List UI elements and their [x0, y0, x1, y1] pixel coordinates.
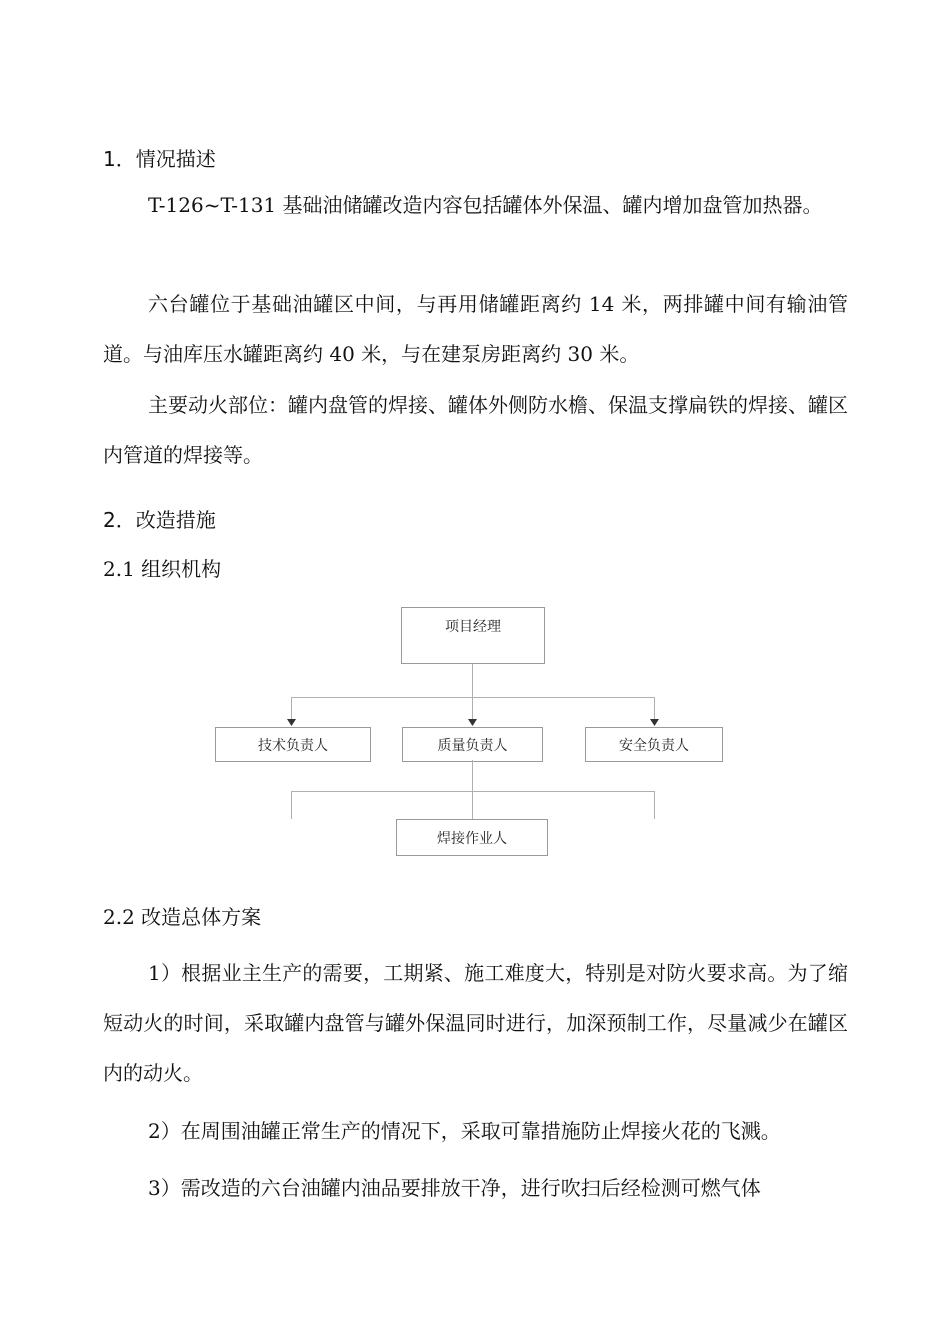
section-1-paragraph-1: T-126~T-131 基础油储罐改造内容包括罐体外保温、罐内增加盘管加热器。: [148, 193, 823, 217]
section-2-2-paragraph-3: 3）需改造的六台油罐内油品要排放干净，进行吹扫后经检测可燃气体: [148, 1176, 761, 1200]
org-box-safety-lead: [585, 727, 723, 762]
org-box-technical-lead: [215, 727, 371, 762]
connector-riser-left: [291, 791, 292, 819]
section-2-2-paragraph-1: 1）根据业主生产的需要，工期紧、施工难度大，特别是对防火要求高。为了缩短动火的时间，采取罐内盘管与罐外保温同时进行，加深预制工作，尽量减少在罐区内的动火。: [103, 961, 848, 1085]
connector-vertical-bottom: [472, 760, 473, 819]
org-label-technical-lead: 技术负责人: [258, 737, 328, 754]
org-box-project-manager: [401, 607, 545, 664]
arrow-down-icon: [650, 719, 659, 727]
section-2-2-heading: 2.2 改造总体方案: [103, 905, 262, 929]
connector-horizontal-top: [291, 697, 655, 698]
connector-horizontal-bottom: [291, 791, 655, 792]
section-2-1-heading: 2.1 组织机构: [103, 557, 222, 581]
org-label-welding-worker: 焊接作业人: [437, 831, 507, 847]
section-1-paragraph-2: 六台罐位于基础油罐区中间，与再用储罐距离约 14 米，两排罐中间有输油管道。与油库压水罐距离约 40 米，与在建泵房距离约 30 米。: [103, 292, 848, 366]
section-1-paragraph-3: 主要动火部位：罐内盘管的焊接、罐体外侧防水檐、保温支撑扁铁的焊接、罐区内管道的焊接等。: [103, 393, 848, 467]
org-box-quality-lead: [402, 727, 543, 762]
connector-riser-right: [654, 791, 655, 819]
org-label-safety-lead: 安全负责人: [619, 737, 689, 754]
org-box-welding-worker: [396, 819, 548, 856]
connector-vertical-top: [472, 664, 473, 697]
connector-drop-left: [291, 697, 292, 719]
arrow-down-icon: [287, 719, 296, 727]
section-2-heading: 2．改造措施: [103, 508, 216, 532]
connector-drop-right: [654, 697, 655, 719]
org-label-quality-lead: 质量负责人: [437, 737, 508, 754]
section-2-2-paragraph-2: 2）在周围油罐正常生产的情况下，采取可靠措施防止焊接火花的飞溅。: [148, 1119, 781, 1143]
section-1-heading: 1．情况描述: [103, 147, 216, 171]
arrow-down-icon: [468, 719, 477, 727]
connector-drop-center: [472, 697, 473, 719]
org-label-project-manager: 项目经理: [445, 619, 501, 635]
